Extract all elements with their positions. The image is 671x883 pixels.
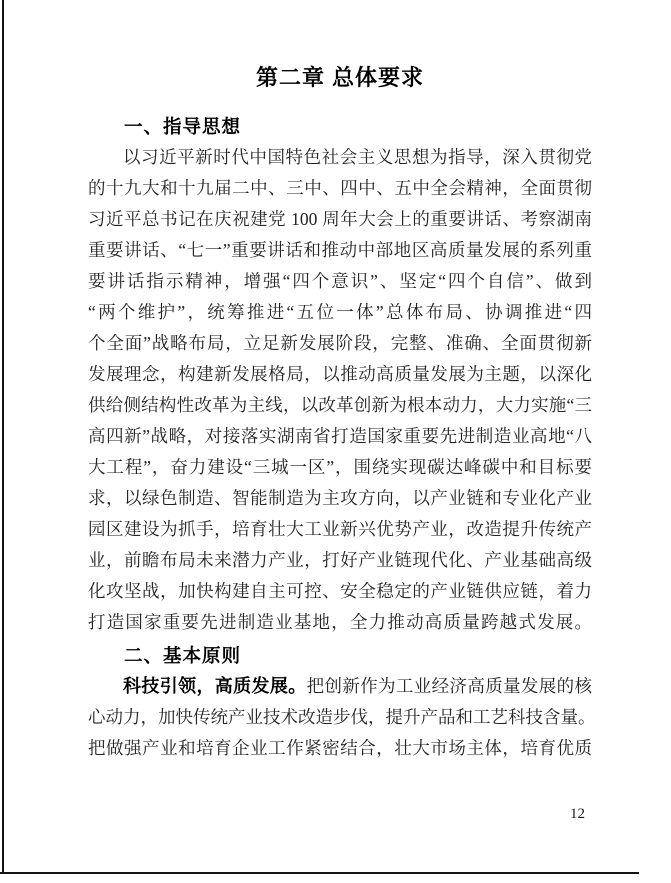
text-line: 园区建设为抓手，培育壮大工业新兴优势产业，改造提升传统产 <box>88 519 592 539</box>
text-line: 习近平总书记在庆祝建党 100 周年大会上的重要讲话、考察湖南 <box>88 209 592 229</box>
page-border-bottom <box>0 872 639 874</box>
text-line: 化攻坚战，加快构建自主可控、安全稳定的产业链供应链，着力 <box>88 581 592 601</box>
section-heading-guiding-ideology: 一、指导思想 <box>124 116 242 137</box>
page-border-left <box>2 0 4 874</box>
text-line: 要讲话指示精神，增强“四个意识”、坚定“四个自信”、做到 <box>88 271 592 291</box>
section-heading-basic-principles: 二、基本原则 <box>124 645 242 666</box>
page-content <box>88 0 596 764</box>
page-number: 12 <box>570 806 585 822</box>
text-line <box>88 671 592 702</box>
text-line: 的十九大和十九届二中、三中、四中、五中全会精神，全面贯彻 <box>88 178 592 198</box>
chapter-title: 第二章 总体要求 <box>255 65 425 90</box>
text-line: 供给侧结构性改革为主线，以改革创新为根本动力，大力实施“三 <box>88 395 592 415</box>
text-line: 心动力，加快传统产业技术改造步伐，提升产品和工艺科技含量。 <box>88 707 596 727</box>
text-line: 打造国家重要先进制造业基地，全力推动高质量跨越式发展。 <box>88 612 592 632</box>
text-line: 个全面”战略布局，立足新发展阶段，完整、准确、全面贯彻新 <box>88 333 592 353</box>
text-line: 高四新”战略，对接落实湖南省打造国家重要先进制造业高地“八 <box>88 426 592 446</box>
text-line: “两个维护”，统筹推进“五位一体”总体布局、协调推进“四 <box>88 302 592 322</box>
text-line: 大工程”，奋力建设“三城一区”，围绕实现碳达峰碳中和目标要 <box>88 457 592 477</box>
text-line: 以习近平新时代中国特色社会主义思想为指导，深入贯彻党 <box>123 147 592 167</box>
principle-lead-text: 把创新作为工业经济高质量发展的核 <box>306 676 593 696</box>
text-line: 业，前瞻布局未来潜力产业，打好产业链现代化、产业基础高级 <box>88 550 592 570</box>
text-line: 求，以绿色制造、智能制造为主攻方向，以产业链和专业化产业 <box>88 488 592 508</box>
text-line: 发展理念，构建新发展格局，以推动高质量发展为主题，以深化 <box>88 364 592 384</box>
text-line: 把做强产业和培育企业工作紧密结合，壮大市场主体，培育优质 <box>88 738 592 758</box>
principle-lead-label: 科技引领，高质发展。 <box>123 676 307 696</box>
text-line: 重要讲话、“七一”重要讲话和推动中部地区高质量发展的系列重 <box>88 240 592 260</box>
